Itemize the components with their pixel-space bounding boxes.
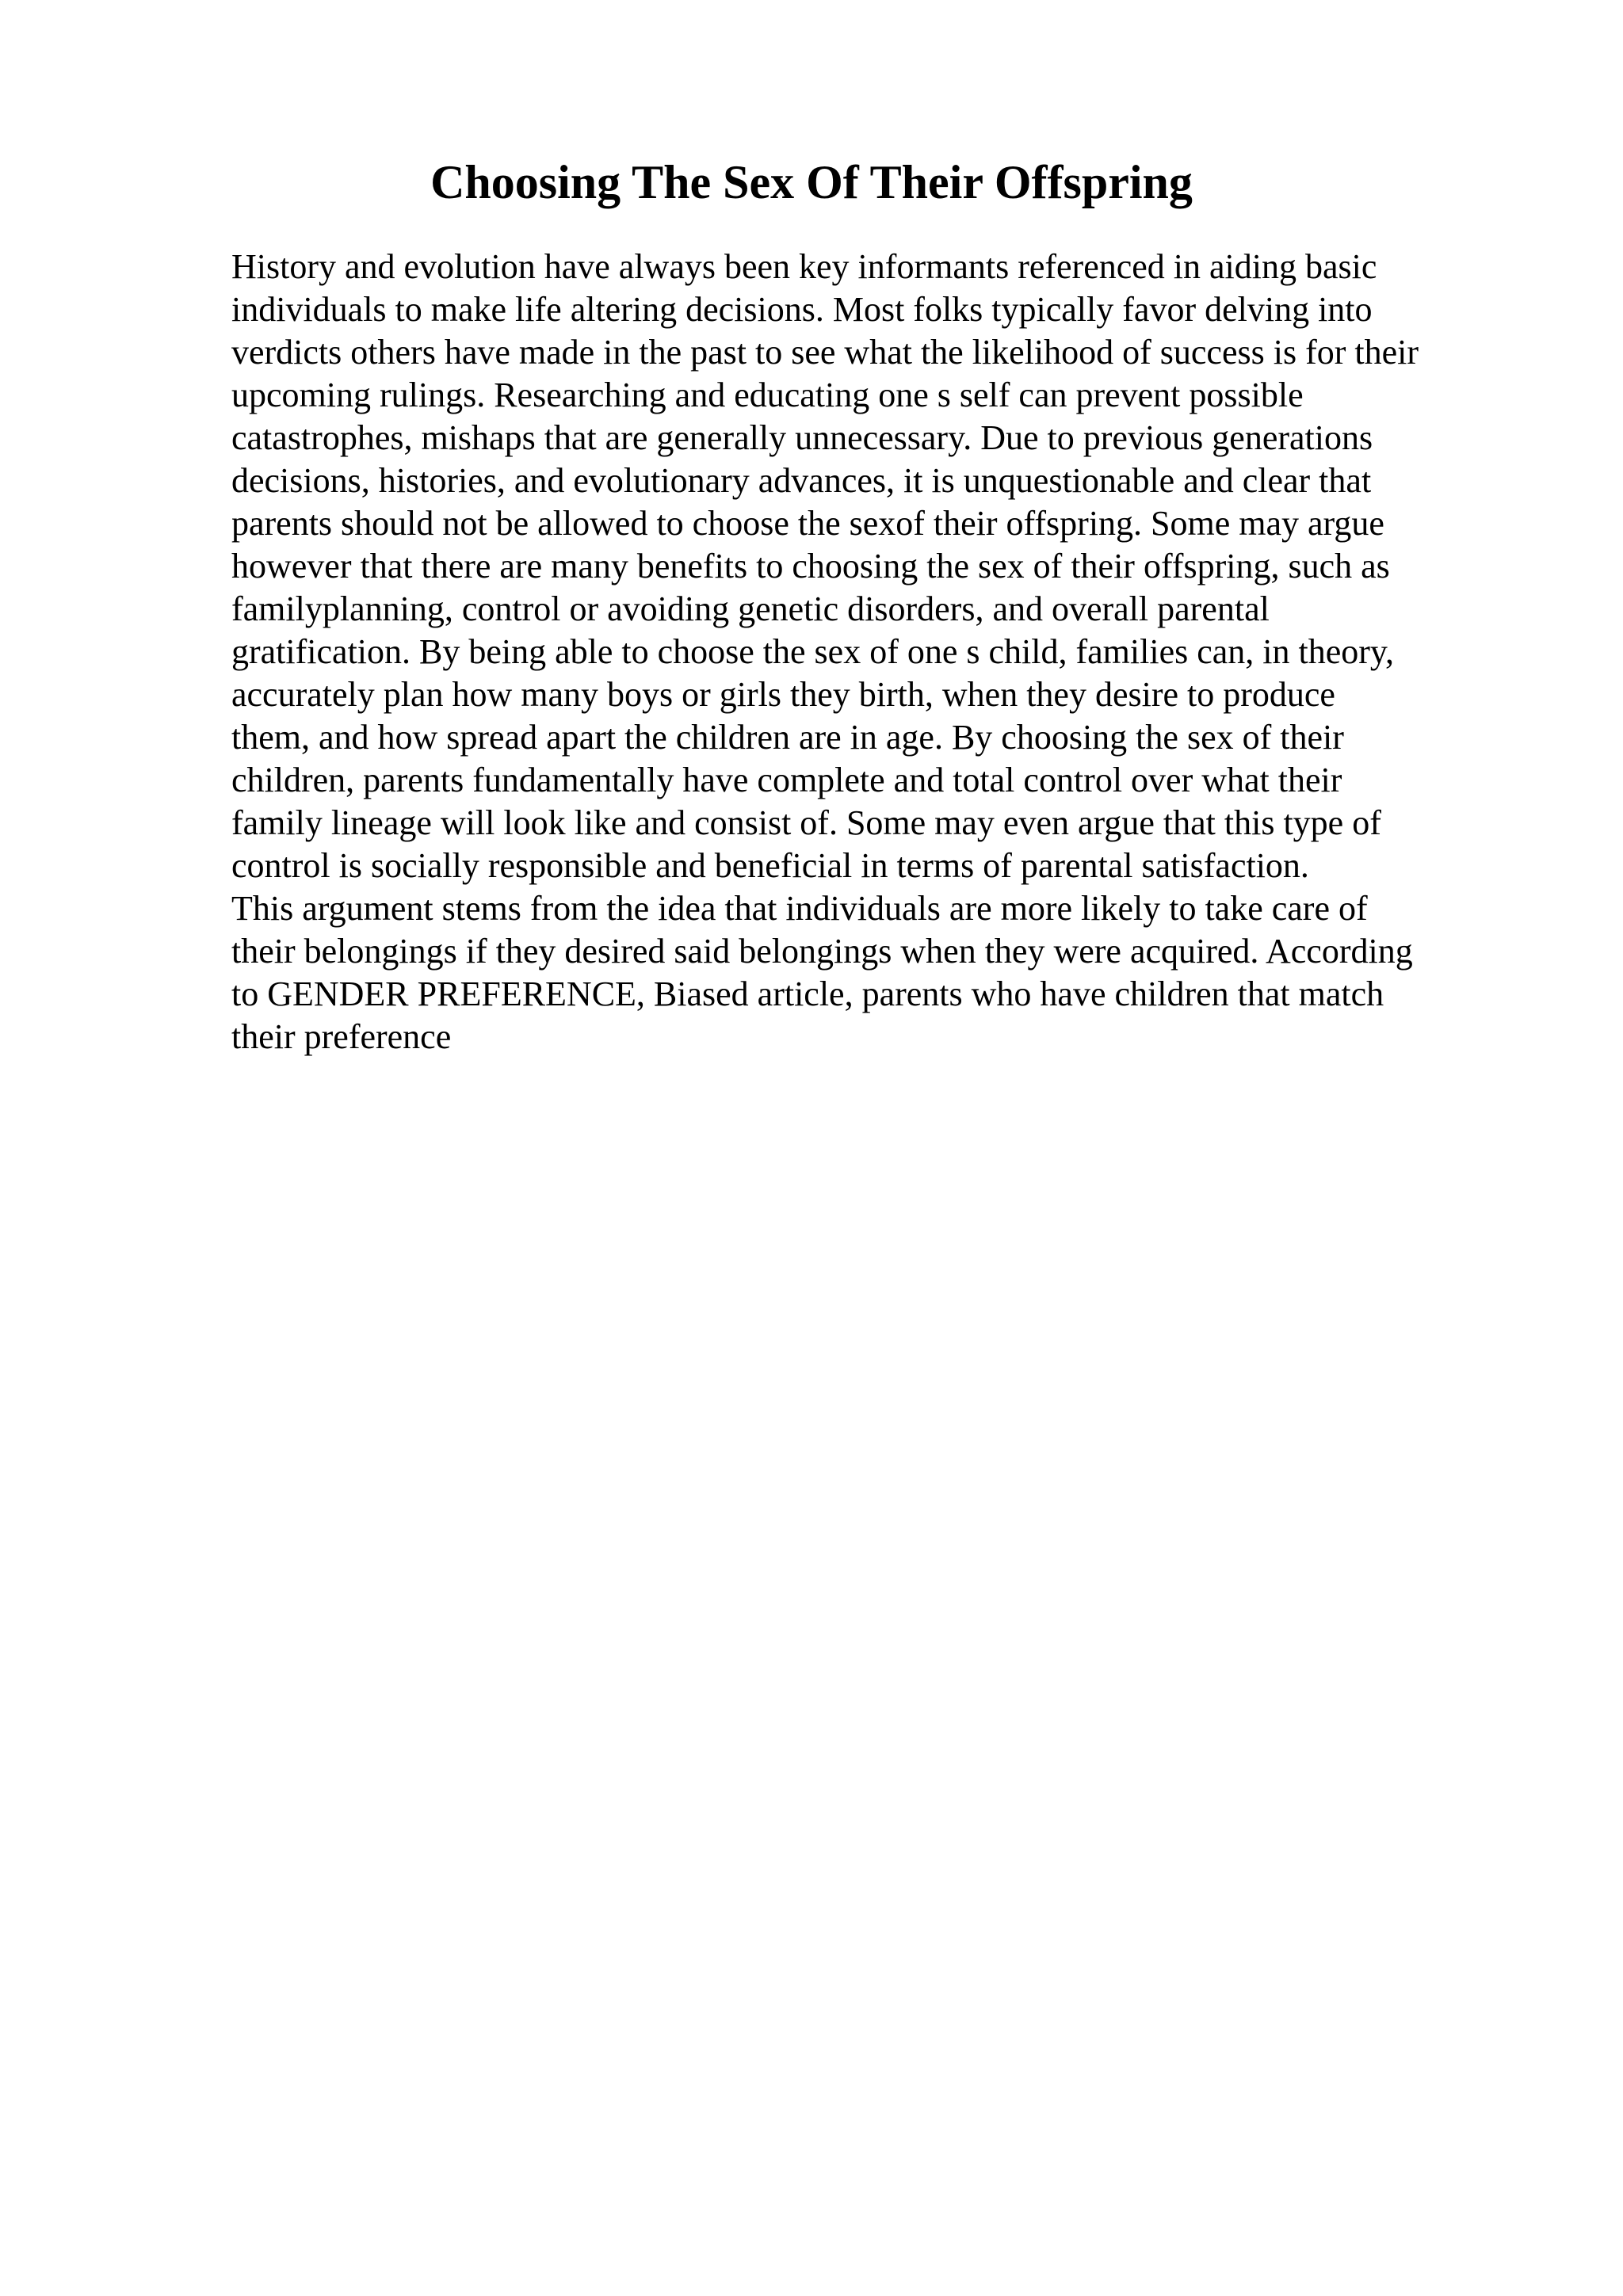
body-line: however that there are many benefits to choosing the sex of their offspring, such as [231, 547, 1390, 585]
body-line: gratification. By being able to choose the sex of one s child, families can, in theory, [231, 632, 1395, 671]
document-body [231, 246, 1515, 1058]
body-line: verdicts others have made in the past to see what the likelihood of success is for their [231, 333, 1419, 372]
body-line: family lineage will look like and consist of. Some may even argue that this type of [231, 803, 1381, 842]
body-line: upcoming rulings. Researching and educating one s self can prevent possible [231, 376, 1304, 414]
body-line: familyplanning, control or avoiding genetic disorders, and overall parental [231, 589, 1270, 628]
body-line: catastrophes, mishaps that are generally unnecessary. Due to previous generations [231, 418, 1373, 457]
body-line: individuals to make life altering decisions. Most folks typically favor delving into [231, 290, 1373, 329]
body-line: accurately plan how many boys or girls they birth, when they desire to produce [231, 675, 1335, 714]
body-line: parents should not be allowed to choose the sexof their offspring. Some may argue [231, 504, 1384, 543]
body-line: their belongings if they desired said belongings when they were acquired. According [231, 932, 1413, 971]
body-line: This argument stems from the idea that individuals are more likely to take care of [231, 889, 1368, 928]
body-line: their preference [231, 1017, 452, 1056]
body-line: to GENDER PREFERENCE, Biased article, parents who have children that match [231, 974, 1384, 1013]
body-line: control is socially responsible and beneficial in terms of parental satisfaction. [231, 846, 1309, 885]
body-line: them, and how spread apart the children are in age. By choosing the sex of their [231, 718, 1344, 757]
document-title: Choosing The Sex Of Their Offspring [430, 156, 1193, 208]
body-line: children, parents fundamentally have complete and total control over what their [231, 761, 1342, 799]
body-line: decisions, histories, and evolutionary advances, it is unquestionable and clear that [231, 461, 1372, 500]
body-line: History and evolution have always been key informants referenced in aiding basic [231, 247, 1377, 286]
